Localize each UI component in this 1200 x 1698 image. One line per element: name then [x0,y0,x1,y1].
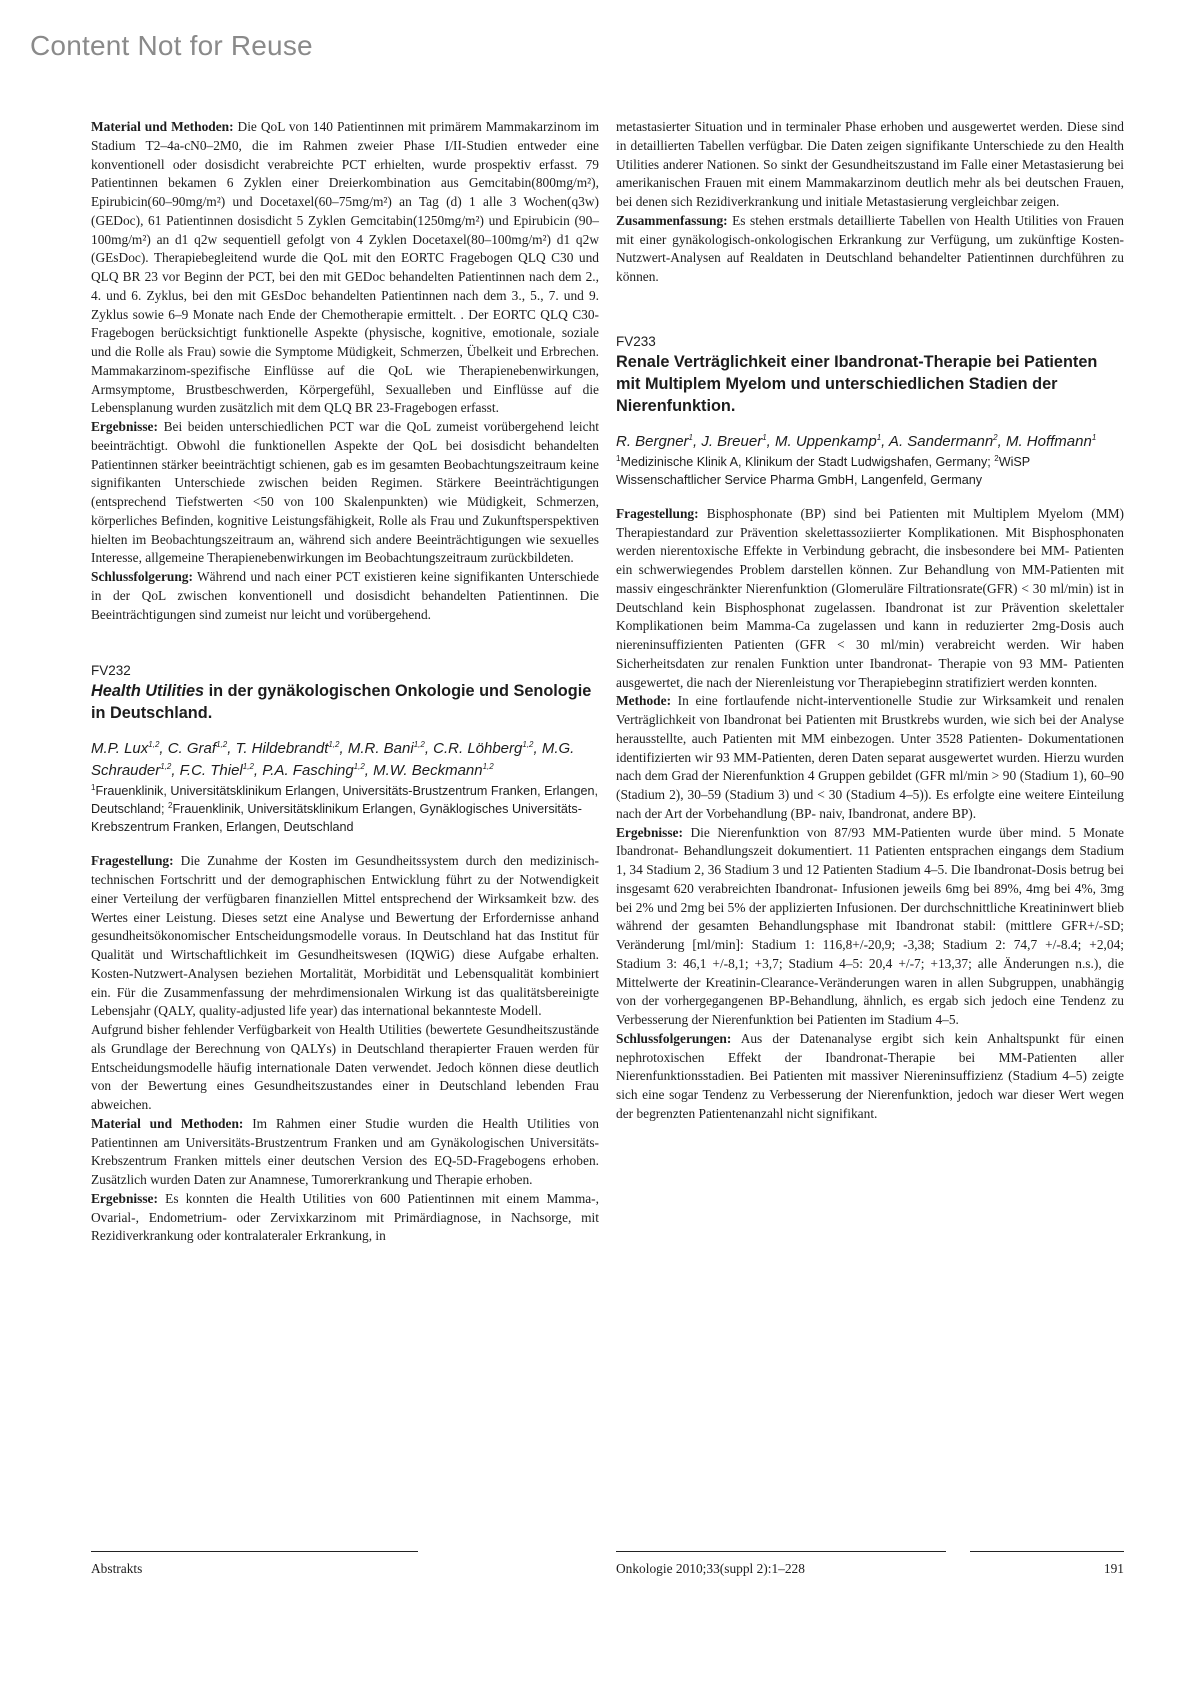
right-column [616,118,1124,1124]
author-list: M.P. Lux$^{1,2}$, C. Graf$^{1,2}$, T. Hildebrandt$^{1,2}$, M.R. Bani$^{1,2}$, C.R. Löhberg$^{1,2}$, M.G. Schrauder$^{1,2}$, F.C. Thiel$^{1,2}$, P.A. Fasching$^{1,2}$, M.W. Beckmann$^{1,2}$ [91,740,575,780]
ergebnisse-paragraph [91,418,599,568]
paragraph-text: Es konnten die Health Utilities von 600 Patientinnen mit einem Mamma-, Ovarial-, Endometrium- oder Zervixkarzinom mit Primärdiagnose, in Nachsorge, mit Rezidiverkrankung oder kontralateraler Erkrankung, in [91,1190,599,1244]
abstract-title: Renale Verträglichkeit einer Ibandronat-Therapie bei Patienten mit Multiplem Myelom und unterschiedlichen Stadien der Nierenfunktion. [616,352,1098,415]
paragraph-text: In eine fortlaufende nicht-interventionelle Studie zur Wirksamkeit und renalen Verträglichkeit von Ibandronat bei Patienten mit Brustkrebs wurden, wie sich bei der Analyse herausstellte, auch Patienten mit MM einbezogen. Unter 3528 Patienten- Dokumentationen identifizierten wir 93 MM-Patienten, deren Daten separat ausgewertet wurden. Hierzu wurden nach dem Grad der Nierenfunktion 4 Gruppen gebildet (GFR ml/min > 90 (Stadium 1), 60–90 (Stadium 2), 30–59 (Stadium 3) und < 30 (Stadium 4–5)). Es erfolgte eine weitere Einteilung nach der Art der Vorbehandlung (BP- naiv, Ibandronat, andere BP). [616,693,1124,821]
left-column [91,118,599,1246]
abstract-code: FV232 [91,663,131,679]
paragraph-text: Bei beiden unterschiedlichen PCT war die QoL zumeist vorübergehend leicht beeinträchtigt. Obwohl die funktionellen Aspekte der QoL bei dosisdicht behandelten Patientinnen stärker beeinträchtigt schienen, gab es im gesamten Beobachtungszeitraum keine signifikanten Unterschiede zwischen beiden Regimen. Stärkere Beeinträchtigungen (entsprechend Tiefstwerten <50 von 100 Skalenpunkten) wie Müdigkeit, Schmerzen, körperliches Befinden, kognitive Leistungsfähigkeit, Rolle als Frau und Zukunftsperspektiven hielten im Beobachtungszeitraum an, während sich andere Beeinträchtigungen wie sexuelles Interesse, allgemeine Therapienebenwirkungen im Beobachtungszeitraum zurückbildeten. [91,419,599,566]
section-label: Schlussfolgerung: [91,569,193,584]
ergebnisse-paragraph [91,1190,599,1246]
methode-paragraph [616,692,1124,823]
title-rest: in der gynäkologischen Onkologie und Senologie in Deutschland. [91,682,592,723]
paragraph-text: Im Rahmen einer Studie wurden die Health Utilities von Patientinnen am Universitäts-Brustzentrum Franken und am Gynäkologischen Universitäts-Krebszentrum Franken mittels einer deutschen Version des EQ-5D-Fragebogens erhoben. Zusätzlich wurden Daten zur Anamnese, Tumorerkrankung und Therapie erhoben. [91,1115,599,1187]
footer-section-label: Abstrakts [91,1561,143,1576]
abstract-code: FV233 [616,333,656,349]
material-methoden-paragraph [91,1115,599,1190]
zusammenfassung-paragraph [616,212,1124,287]
footer-journal-citation: Onkologie 2010;33(suppl 2):1–228 [616,1561,805,1576]
footer-rule-middle [616,1551,946,1552]
section-label: Zusammenfassung: [616,212,728,228]
paragraph-text: Bisphosphonate (BP) sind bei Patienten mit Multiplem Myelom (MM) Therapiestandard zur Prävention skelettassoziierter Komplikationen. Mit Bisphosphonaten werden nierentoxische Effekte in Verbindung gebracht, die insbesondere bei MM- Patienten ein schwerwiegendes Problem darstellen können. Zur Behandlung von MM-Patienten mit massiv eingeschränkter Nierenfunktion (Glomeruläre Filtrationsrate(GFR) < 30 ml/min) ist in Deutschland kein Bisphosphonat zugelassen. Ibandronat ist zur Prävention skelettaler Komplikationen beim Mamma-Ca zugelassen und kann in reduzierter 2mg-Dosis auch niereninsuffizienten Patienten (GFR < 30 ml/min) verabreicht werden. Wir haben Sicherheitsdaten zur renalen Funktion unter Ibandronat- Therapie von 93 MM- Patienten ausgewertet, die nach der Nierenleistung vor Therapiebeginn stratifiziert werden konnten. [616,505,1124,690]
ergebnisse-paragraph [616,824,1124,1030]
author-list: R. Bergner$^1$, J. Breuer$^1$, M. Uppenkamp$^1$, A. Sandermann$^2$, M. Hoffmann$^1$ [616,432,1097,450]
section-label: Fragestellung: [616,505,699,521]
paragraph-text: Die QoL von 140 Patientinnen mit primärem Mammakarzinom im Stadium T2–4a-cN0–2M0, die im Rahmen zweier Phase I/II-Studien entweder eine konventionell oder dosisdicht verabreichte PCT erhielten, wurde prospektiv erfasst. 79 Patientinnen bekamen 6 Zyklen einer Dreierkombination aus Gemcitabin(800mg/m²), Epirubicin(60–90mg/m²) und Docetaxel(60–75mg/m²) an Tag (d) 1 alle 3 Wochen(q3w) (GEDoc), 61 Patientinnen dosisdicht 5 Zyklen Gemcitabin(1250mg/m²) und Epirubicin (90–100mg/m²) an d1 q2w sequentiell gefolgt von 4 Zyklen Docetaxel(80–100mg/m²) d1 q2w (GEsDoc). Therapiebegleitend wurde die QoL mit den EORTC Fragebogen QLQ C30 und QLQ BR 23 vor Beginn der PCT, bei den mit GEDoc behandelten Patientinnen nach dem 2., 4. und 6. Zyklus, bei den mit GEsDoc behandelten Patientinnen nach dem 3., 5., 7. und 9. Zyklus sowie 6–9 Monate nach Ende der Chemotherapie ermittelt. . Der EORTC QLQ C30-Fragebogen berücksichtigt funktionelle Aspekte (physische, kognitive, emotionale, soziale und die Rolle als Frau) sowie die Symptome Müdigkeit, Schmerzen, Übelkeit und Erbrechen. Mammakarzinom-spezifische Einflüsse auf die QoL wie Therapienebenwirkungen, Armsymptome, Brustbeschwerden, Körpergefühl, Sexualleben und Einflüsse auf die Lebensplanung wurden zusätzlich mit dem QLQ BR 23-Fragebogen erfasst. [91,119,599,416]
abstract-title [91,680,599,724]
page-number: 191 [1103,1561,1124,1576]
title-italic: Health Utilities [91,682,205,701]
section-label: Material und Methoden: [91,1115,244,1131]
section-label: Ergebnisse: [616,824,683,840]
section-label: Schlussfolgerungen: [616,1030,732,1046]
material-methoden-paragraph [91,118,599,418]
affiliation: $^1$Medizinische Klinik A, Klinikum der Stadt Ludwigshafen, Germany; $^2$WiSP Wissenschaftlicher Service Pharma GmbH, Langenfeld, Germany [616,453,1030,487]
fragestellung-paragraph-2: Aufgrund bisher fehlender Verfügbarkeit von Health Utilities (bewertete Gesundheitszustände als Grundlage der Berechnung von QALYs) in Deutschland therapierter Frauen werden für Entscheidungsmodelle häufig internationale Daten verwendet. Jedoch können diese deutlich von der Bewertung eines Gesundheitszustandes einer in Deutschland lebenden Frau abweichen. [91,1022,599,1112]
footer-rule-right [970,1551,1124,1552]
section-label: Fragestellung: [91,853,174,869]
paragraph-text: Aus der Datenanalyse ergibt sich kein Anhaltspunkt für einen nephrotoxischen Effekt der Ibandronat-Therapie bei MM-Patienten aller Nierenfunktionsstadien. Bei Patienten mit massiver Niereninsuffizienz (Stadium 4–5) zeigte sich eine sogar Tendenz zu Verbesserung der Nierenfunktion, jedoch war dieser Wert wegen der begrenzten Patientenanzahl nicht signifikant. [616,1030,1124,1121]
section-label: Methode: [616,693,672,709]
paragraph-text: Es stehen erstmals detaillierte Tabellen von Health Utilities von Frauen mit einer gynäkologisch-onkologischen Erkrankung zur Verfügung, um zukünftige Kosten-Nutzwert-Analysen auf Realdaten in Deutschland behandelter Patientinnen durchführen zu können. [616,212,1124,284]
paragraph-text: Die Zunahme der Kosten im Gesundheitssystem durch den medizinisch-technischen Fortschritt und der demographischen Entwicklung führt zu der Notwendigkeit einer Verteilung der verfügbaren finanziellen Mittel entsprechend der Wirksamkeit bzw. des Wertes einer Leistung. Dieses setzt eine Analyse und Bewertung der Erfordernisse anhand gesundheitsökonomischer Entscheidungsmodelle voraus. In Deutschland hat das Institut für Qualität und Wirtschaftlichkeit im Gesundheitswesen (IQWiG) diese Aufgabe erhalten. Kosten-Nutzwert-Analysen beziehen Mortalität, Morbidität und Lebensqualität kombiniert ein. Für die Zusammenfassung der mehrdimensionalen Wirkung ist das qualitätsbereinigte Lebensjahr (QALY, quality-adjusted life year) das international bekannteste Modell. [91,853,599,1019]
continuation-paragraph: metastasierter Situation und in terminaler Phase erhoben und ausgewertet werden. Diese sind in detaillierten Tabellen verfügbar. Die Daten zeigen signifikante Unterschiede zu den Health Utilities anderer Nationen. So sinkt der Gesundheitszustand im Falle einer Metastasierung bei amerikanischen Frauen mit einem Mammakarzinom deutlich mehr als bei deutschen Frauen, bei denen sich Rezidiverkrankung und initiale Metastasierung vergleichbar zeigen. [616,119,1124,209]
paragraph-text: Die Nierenfunktion von 87/93 MM-Patienten wurde über mind. 5 Monate Ibandronat- Behandlungszeit dokumentiert. 11 Patienten entsprachen eingangs dem Stadium 1, 34 Stadium 2, 36 Stadium 3 und 12 Patienten Stadium 4–5. Die Ibandronat-Dosis betrug bei insgesamt 620 verabreichten Ibandronat- Infusionen jeweils 6mg bei 89%, 4mg bei 4%, 3mg bei 2% und 2mg bei 5% der applizierten Infusionen. Der durchschnittliche Kreatininwert blieb während der gesamten Behandlungsphase mit Ibandronat stabil: (mittlere GFR+/-SD; Veränderung [ml/min]: Stadium 1: 116,8+/-20,9; -3,38; Stadium 2: 74,7 +/-8.4; +2,04; Stadium 3: 46,1 +/-8,1; +3,7; Stadium 4–5: 20,4 +/-7; +13,37; alle Änderungen n.s.), die Mittelwerte der Kreatinin-Clearance-Veränderungen waren in allen Subgruppen, unabhängig von der vorhergegangenen BP-Behandlung, ähnlich, es ergab sich jedoch eine Tendenz zu Verbesserung der Nierenfunktion bei Patienten im Stadium 4–5. [616,824,1124,1027]
section-label: Material und Methoden: [91,119,234,134]
affiliation: $^1$Frauenklinik, Universitätsklinikum Erlangen, Universitäts-Brustzentrum Franken, Erlangen, Deutschland; $^2$Frauenklinik, Universitätsklinikum Erlangen, Gynäklogisches Universitäts-Krebszentrum Franken, Erlangen, Deutschland [91,783,598,835]
schlussfolgerung-paragraph [91,568,599,624]
fragestellung-paragraph [91,852,599,1021]
section-label: Ergebnisse: [91,419,158,434]
watermark: Content Not for Reuse [30,30,313,61]
section-label: Ergebnisse: [91,1190,158,1206]
footer-rule-left [91,1551,418,1552]
paragraph-text: Während und nach einer PCT existieren keine signifikanten Unterschiede in der QoL zwischen konventionell und dosisdicht behandelten Patientinnen. Die Beeinträchtigungen sind zumeist nur leicht und vorübergehend. [91,569,599,622]
fragestellung-paragraph [616,505,1124,693]
schlussfolgerungen-paragraph [616,1030,1124,1124]
